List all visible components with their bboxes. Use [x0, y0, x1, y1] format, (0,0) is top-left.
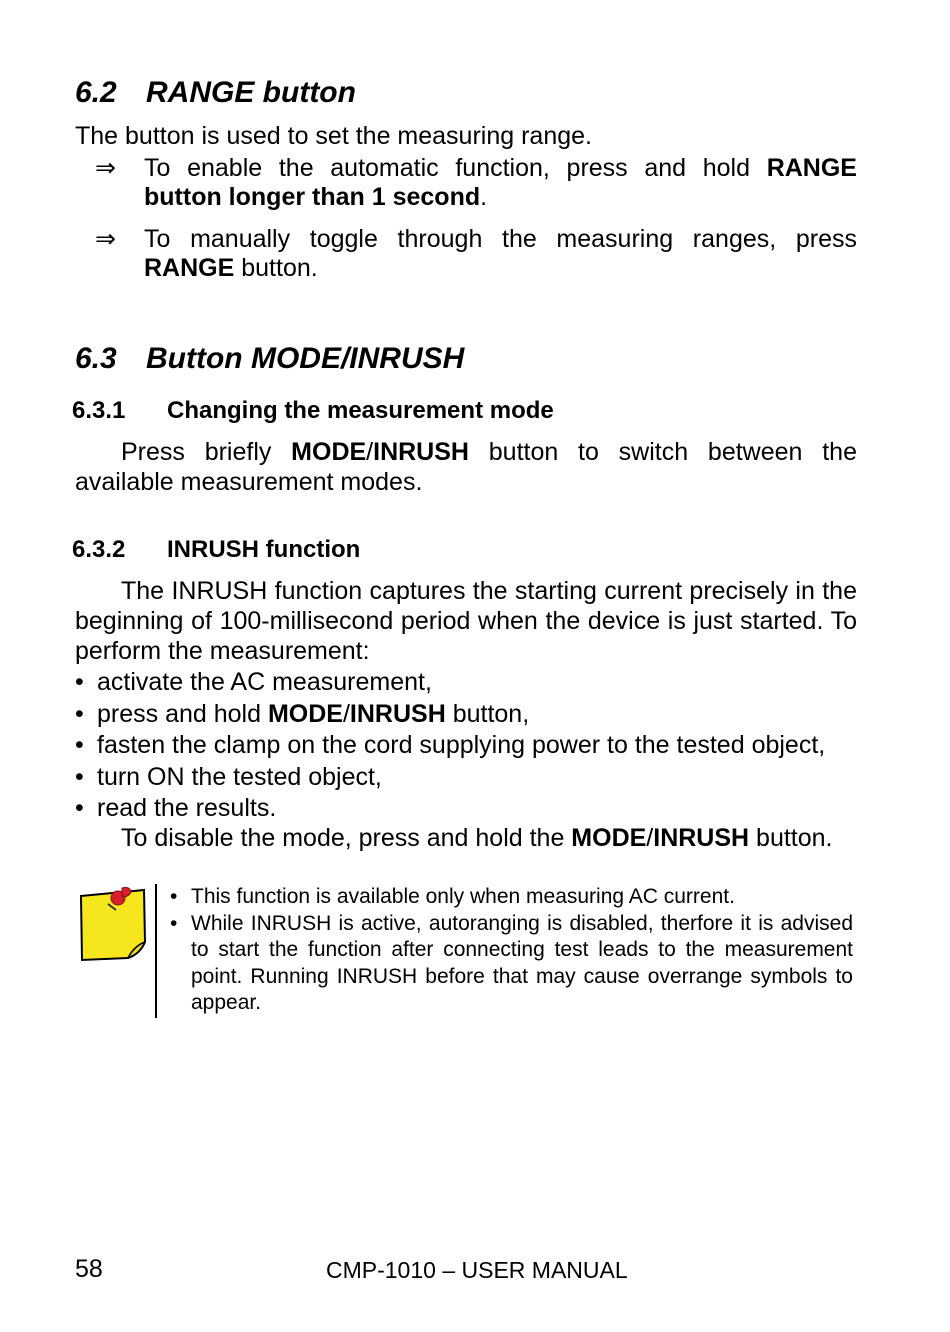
disable-mode-paragraph: [121, 823, 881, 853]
text-run: To manually toggle through the measuring ranges, press: [144, 225, 857, 253]
section-title: Changing the measurement mode: [167, 397, 554, 424]
text-run: button to switch between the available measurement modes.: [75, 438, 857, 496]
mode-paragraph: [75, 437, 857, 497]
section-title: RANGE button: [146, 76, 356, 109]
footer-manual-title: CMP-1010 – USER MANUAL: [326, 1257, 628, 1283]
list-item: [75, 793, 875, 825]
inrush-paragraph: The INRUSH function captures the starting current precisely in the beginning of 100-millisecond period when the device is just started. To perform the measurement:: [75, 577, 857, 665]
section-number: 6.3: [75, 342, 117, 375]
list-item: [75, 667, 875, 699]
bullet-dot-icon: •: [75, 699, 84, 728]
text-run: Press briefly: [121, 438, 292, 466]
bold-run: INRUSH: [653, 824, 750, 852]
section-number: 6.3.1: [72, 397, 126, 424]
list-item-text: read the results.: [97, 794, 277, 823]
section-heading-6-3-1: [72, 397, 554, 425]
inrush-steps-list: [75, 667, 875, 825]
bullet-dot-icon: •: [170, 911, 178, 935]
bold-run: MODE: [291, 438, 367, 466]
page-number: 58: [75, 1255, 103, 1283]
text-run: /: [646, 824, 654, 852]
list-item-text: fasten the clamp on the cord supplying power to the tested object,: [97, 731, 826, 760]
list-item-text: activate the AC measurement,: [97, 668, 432, 696]
note-divider: [155, 884, 157, 1018]
section-heading-6-3-2: [72, 536, 360, 564]
section-title: Button MODE/INRUSH: [146, 342, 465, 375]
text-run: press and hold: [97, 699, 268, 728]
list-item-text: turn ON the tested object,: [97, 762, 382, 791]
bold-run: MODE: [571, 824, 647, 852]
section-heading-6-3: [75, 342, 464, 376]
note-item-text: While INRUSH is active, autoranging is disabled, therfore it is advised to start the function after connecting test leads to the measurement point. Running INRUSH before that may cause overrange symbols to appear.: [191, 911, 853, 1014]
instruction-text: [144, 154, 857, 212]
list-item: [75, 699, 875, 731]
bullet-dot-icon: •: [75, 731, 84, 760]
text-run: To disable the mode, press and hold the: [121, 824, 572, 852]
bold-run: RANGE: [144, 254, 235, 282]
arrow-bullet-icon: ⇒: [95, 225, 116, 253]
note-item-text: This function is available only when measuring AC current.: [191, 885, 735, 908]
bullet-dot-icon: •: [75, 762, 84, 791]
arrow-bullet-icon: ⇒: [95, 154, 116, 182]
range-intro-paragraph: The button is used to set the measuring range.: [75, 122, 592, 150]
text-run: /: [366, 438, 374, 466]
text-run: To enable the automatic function, press and hold: [144, 154, 767, 182]
bullet-dot-icon: •: [75, 668, 84, 696]
bold-run: RANGE button longer than 1 second: [144, 154, 857, 211]
note-item: [170, 911, 853, 1017]
note-item: [170, 884, 853, 911]
bullet-dot-icon: •: [170, 885, 178, 908]
text-run: button.: [749, 824, 833, 852]
bullet-dot-icon: •: [75, 794, 84, 823]
note-list: [170, 884, 853, 1017]
sticky-note-pin-icon: [78, 880, 150, 962]
section-number: 6.2: [75, 76, 117, 109]
range-instruction-1: [95, 154, 857, 212]
text-run: .: [480, 183, 488, 211]
bold-run: INRUSH: [349, 699, 446, 728]
text-run: button,: [445, 699, 530, 728]
instruction-text: [144, 225, 857, 283]
list-item: [75, 730, 875, 762]
bold-run: INRUSH: [373, 438, 469, 466]
list-item: [75, 762, 875, 794]
range-instruction-2: [95, 225, 857, 283]
section-title: INRUSH function: [167, 536, 361, 563]
section-heading-6-2: [75, 76, 356, 110]
text-run: button.: [234, 254, 318, 282]
bold-run: MODE: [267, 699, 343, 728]
section-number: 6.3.2: [72, 536, 126, 563]
text-run: /: [342, 699, 350, 728]
